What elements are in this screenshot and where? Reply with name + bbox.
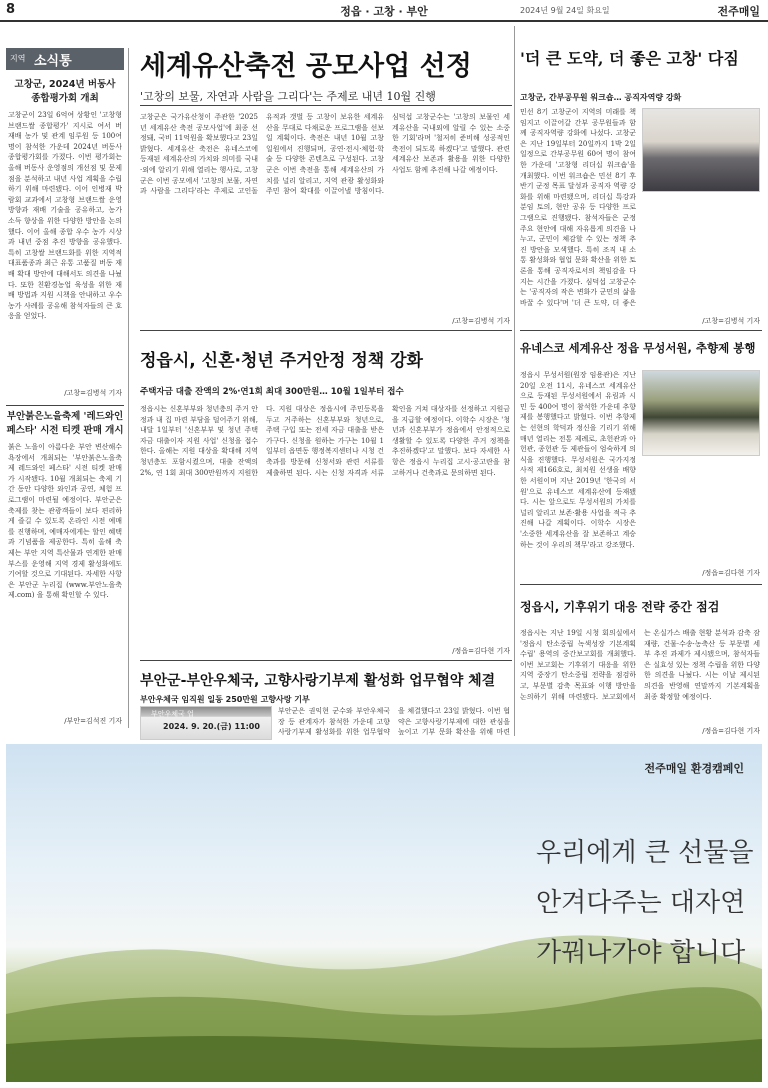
local-news-tag: 지역	[10, 54, 26, 63]
top-story-byline: /고창=김병석 기자	[452, 317, 510, 325]
ad-slogan-line: 가꿔나가야 합니다	[536, 938, 746, 968]
top-story-body: 고창군은 국가유산청이 주관한 '2025년 세계유산 축전 공모사업'에 최종 선정돼, 국비 11억원을 확보했다고 23일 밝혔다. 세계유산 축전은 유네스코에 등재된 세계유산의 가치와 의미를 국내·외에 알리기 위해 열리는 행사로, 고창군은 이번 공모에서 '고창의 보물, 자연과 사람을 그리다'라는 주제로 고인돌 유적과 갯벌 등 고창이 보유한 세계유산을 무대로 다채로운 프로그램을 선보일 계획이다. 축전은 내년 10월 고창 일원에서 진행되며, 공연·전시·체험·학술 등 다양한 콘텐츠로 구성된다. 고창군은 이번 축전을 통해 세계유산의 가치를 널리 알리고, 지역 관광 활성화와 주민 참여 확대를 이끌어낼 방침이다. 심덕섭 고창군수는 '고창의 보물인 세계유산을 국내외에 알릴 수 있는 소중한 기회'라며 '철저히 준비해 성공적인 축전이 되도록 하겠다'고 말했다. 관련 세계유산 보존과 활용을 위한 다양한 사업도 함께 추진해 나갈 예정이다.	[140, 113, 510, 196]
column-rule	[128, 48, 129, 728]
story-headline: 고창군, 2024년 버동사 종합평가회 개최	[14, 79, 116, 104]
workshop-group-photo	[642, 108, 760, 192]
signing-ceremony-photo	[140, 706, 272, 740]
top-story-headline: 세계유산축전 공모사업 선정	[140, 51, 472, 82]
divider	[140, 330, 512, 331]
paper-name: 전주매일	[717, 5, 760, 18]
seowon-byline: /정읍=김다현 기자	[702, 569, 760, 577]
workshop-headline: '더 큰 도약, 더 좋은 고창' 다짐	[520, 49, 739, 68]
workshop-body: 민선 8기 고창군이 지역의 미래를 책임지고 이끌어갈 간부 공무원들과 함께 공직자역량 강화에 나섰다. 고창군은 지난 19일부터 20일까지 1박 2일 일정으로 간부공무원 60여 명이 참여한 가운데 '고창형 리더십 워크숍'을 개최했다. 이번 워크숍은 민선 8기 후반기 군정 목표 달성과 공직자 역량 강화를 위해 마련됐으며, 리더십 특강과 분임 토의, 현안 공유 등 다양한 프로그램으로 진행됐다. 참석자들은 군정 주요 현안에 대해 자유롭게 의견을 나누고, 군민이 체감할 수 있는 정책 추진 방안을 모색했다. 특히 조직 내 소통 활성화와 협업 문화 확산을 위한 토론을 통해 공직자로서의 책임감을 다지는 시간을 가졌다. 심덕섭 고창군수는 '공직자의 작은 변화가 군민의 삶을 바꿀 수 있다'며 '더 큰 도약, 더 좋은	[520, 108, 636, 307]
climate-body: 정읍시는 지난 19일 시청 회의실에서 '정읍시 탄소중립 녹색성장 기본계획 수립' 용역의 중간보고회를 개최했다. 이번 보고회는 기후위기 대응을 위한 지역 중장기 탄소중립 전략을 점검하고, 부문별 감축 목표와 이행 방안을 논의하기 위해 마련됐다. 보고회에서는 온실가스 배출 현황 분석과 감축 잠재량, 건물·수송·농축산 등 부문별 세부 추진 과제가 제시됐으며, 참석자들은 실효성 있는 정책 수립을 위한 다양한 의견을 나눴다. 시는 이날 제시된 의견을 반영해 연말까지 기본계획을 최종 확정할 예정이다.	[520, 629, 760, 701]
campaign-label: 전주매일 환경캠페인	[644, 762, 744, 775]
story-byline: /부안=김석진 기자	[64, 717, 122, 725]
ad-slogan-line: 우리에게 큰 선물을	[536, 838, 754, 868]
divider	[520, 584, 762, 585]
buan-post-subhead: 부안우체국 임직원 일동 250만원 고향사랑 기부	[140, 695, 310, 704]
story-body: 붉은 노을이 아름다운 부안 변산해수욕장에서 개최되는 '부안붉은노을축제 레드와인 페스타' 시전 티켓 판매가 시작됐다. 10월 개최되는 축제 기간 동안 다양한 와인과 공연, 체험 프로그램이 마련될 예정이다. 부안군은 축제를 찾는 관광객들이 보다 편리하게 즐길 수 있도록 온라인 시전 예매를 진행하며, 예매자에게는 할인 혜택과 기념품을 제공한다. 특히 올해 축제는 부안 지역 특산물과 연계한 판매 부스를 운영해 지역 경제 활성화에도 기여할 것으로 기대된다. 자세한 사항은 부안군 누리집 (www.부안노을축제.com) 을 통해 확인할 수 있다.	[8, 443, 122, 600]
housing-headline: 정읍시, 신혼·청년 주거안정 정책 강화	[140, 351, 423, 371]
seowon-ceremony-photo	[642, 370, 760, 456]
photo-banner-date: 2024. 9. 20.(금) 11:00	[163, 722, 260, 731]
issue-date: 2024년 9월 24일 화요일	[520, 6, 610, 15]
local-news-header	[6, 48, 124, 70]
section-title: 정읍 · 고창 · 부안	[340, 5, 428, 18]
housing-byline: /정읍=김다현 기자	[452, 647, 510, 655]
housing-subhead: 주택자금 대출 잔액의 2%·연1회 최대 300만원… 10월 1일부터 접수	[140, 387, 404, 397]
photo-banner-text: 부안우체국 업	[151, 710, 194, 718]
local-news-title: 소식통	[34, 54, 72, 69]
workshop-subhead: 고창군, 간부공무원 워크숍… 공직자역량 강화	[520, 93, 682, 102]
workshop-byline: /고창=김병석 기자	[702, 317, 760, 325]
climate-byline: /정읍=김다현 기자	[702, 727, 760, 735]
story-headline: 부안붉은노을축제 '레드와인 페스타' 시전 티켓 판매 개시	[6, 411, 124, 436]
climate-headline: 정읍시, 기후위기 대응 전략 중간 점검	[520, 600, 720, 614]
divider	[140, 660, 512, 661]
masthead	[0, 0, 768, 22]
top-story-subhead: '고창의 보물, 자연과 사람을 그리다'는 주제로 내년 10월 진행	[140, 90, 436, 103]
divider	[140, 105, 512, 106]
story-byline: /고창=김병석 기자	[64, 389, 122, 397]
environment-campaign-ad	[6, 744, 762, 1082]
buan-post-headline: 부안군-부안우체국, 고향사랑기부제 활성화 업무협약 체결	[140, 673, 496, 689]
ad-slogan-line: 안겨다주는 대자연	[536, 888, 746, 918]
divider	[6, 405, 124, 406]
seowon-body: 정읍시 무성서원(원장 임용관)은 지난 20일 오전 11시, 유네스코 세계유산으로 등재된 무성서원에서 유림과 시민 등 400여 명이 참석한 가운데 추향제를 봉행했다고 밝혔다. 이번 추향제는 선현의 학덕과 정신을 기리기 위해 매년 열리는 전통 제례로, 초헌관과 아헌관, 종헌관 등 제관들이 엄숙하게 의식을 진행했다. 무성서원은 국가지정 사적 제166호로, 최치원 선생을 배향한 서원이며 지난 2019년 '한국의 서원'으로 유네스코 세계유산에 등재됐다. 시는 앞으로도 무성서원의 가치를 널리 알리고 보존·활용 사업을 적극 추진해 나갈 계획이다. 이학수 시장은 '소중한 세계유산을 잘 보존하고 계승하는 것이 우리의 책무'라고 강조했다.	[520, 371, 636, 549]
housing-body: 정읍시는 신혼부부와 청년층의 주거 안정과 내 집 마련 부담을 덜어주기 위해, 내달 1일부터 '신혼부부 및 청년 주택자금 대출이자 지원 사업' 신청을 접수한다. 올해는 지원 대상을 확대해 지역 청년층도 포함시켰으며, 대출 잔액의 2%, 연 1회 최대 300만원까지 지원한다. 지원 대상은 정읍시에 주민등록을 두고 거주하는 신혼부부와 청년으로, 주택 구입 또는 전세 자금 대출을 받은 가구다. 신청을 원하는 가구는 10월 1일부터 읍면동 행정복지센터나 시청 건축과를 방문해 신청서와 관련 서류를 제출하면 된다. 시는 신청 자격과 서류 확인을 거쳐 대상자를 선정하고 지원금을 지급할 예정이다. 이학수 시장은 '청년과 신혼부부가 정읍에서 안정적으로 생활할 수 있도록 다양한 주거 정책을 추진하겠다'고 말했다. 보다 자세한 사항은 정읍시 누리집 고시·공고란을 참고하거나 건축과로 문의하면 된다.	[140, 405, 510, 477]
buan-post-body: 부안군은 권익현 군수와 부안우체국장 등 관계자가 참석한 가운데 고향사랑기부제 활성화를 위한 업무협약을 체결했다고 23일 밝혔다. 이번 협약은 고향사랑기부제에 대한 관심을 높이고 기부 문화 확산을 위해 마련	[278, 707, 510, 737]
local-news-column	[6, 48, 124, 728]
page-number: 8	[6, 2, 16, 17]
divider	[520, 330, 762, 331]
story-body: 고창군이 23일 6억여 상황인 '고창형 브랜드쌀 종합평가' 지시로 여서 버 재배 농가 및 관계 임루원 등 100여 명이 참석한 가운데 2024년 버동사 종합평가회를 가졌다. 이번 평가회는 올해 버동사 운영점의 개선점 및 문제점을 분석하고 내년 사업 계획을 수립하기 위해 마련됐다. 이어 인병재 박람회 교과에서 고창형 브랜드쌀 운영 방향과 재배 기술을 공유하고, 농가 소득 향상을 위한 다양한 방안을 논의했다. 이어 올해 종합 우수 농가 시상과 내년 중점 추진 방향을 공유했다. 특히 고창쌀 브랜드화를 위한 지역적 대표품종과 최근 유통 고품질 버동 재배 확대 방안에 대해서도 의견을 나눴다. 또한 친환경농업 육성을 위한 재배 방법과 지원 시책을 안내하고 우수 농가 사례를 공유해 참석자들의 큰 호응을 얻었다.	[8, 111, 122, 321]
column-rule	[514, 26, 515, 736]
seowon-headline: 유네스코 세계유산 정읍 무성서원, 추향제 봉행	[520, 341, 756, 355]
